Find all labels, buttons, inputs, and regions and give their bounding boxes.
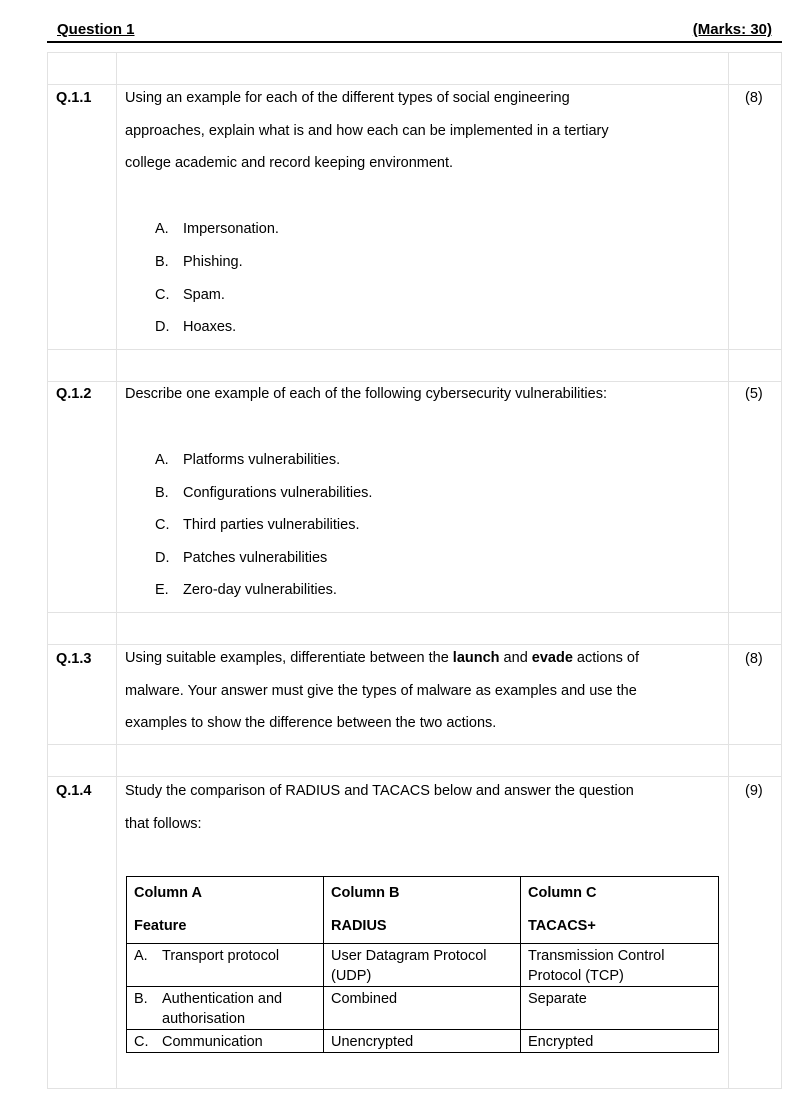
option-item [155,550,327,566]
table-row [127,944,719,987]
table-cell: Encrypted [521,1030,719,1053]
option-item [155,517,360,533]
text-line: Study the comparison of RADIUS and TACACS below and answer the question [125,783,634,799]
grid-line [47,612,782,613]
table-cell: User Datagram Protocol (UDP) [324,944,521,987]
table-header-cell [521,877,719,944]
question-marks: (9) [745,783,763,799]
question-number: Q.1.4 [56,783,92,799]
option-item [155,287,225,303]
option-text: Patches vulnerabilities [183,550,328,566]
option-item [155,582,337,598]
grid-line [728,52,729,1088]
row-letter: C. [134,1034,149,1050]
grid-line [47,1088,782,1089]
option-text: Platforms vulnerabilities. [183,452,341,468]
option-letter: B. [155,485,169,501]
option-letter: A. [155,452,169,468]
option-letter: A. [155,221,169,237]
column-label: Column A [134,885,202,901]
question-number: Q.1.2 [56,386,92,402]
question-text [125,775,715,840]
table-cell: Separate [521,987,719,1030]
question-text [125,82,715,180]
option-text: Zero-day vulnerabilities. [183,582,337,598]
grid-line [781,52,782,1088]
option-item [155,254,243,270]
text-line: Describe one example of each of the following cybersecurity vulnerabilities: [125,386,607,402]
grid-line [47,52,782,53]
table-cell: Transmission Control Protocol (TCP) [521,944,719,987]
grid-line [47,349,782,350]
option-text: Third parties vulnerabilities. [183,517,360,533]
text-line: college academic and record keeping environment. [125,155,454,171]
table-cell [127,944,324,987]
grid-line [47,52,48,1088]
question-marks: (5) [745,386,763,402]
table-header-cell [127,877,324,944]
option-letter: C. [155,287,170,303]
table-header-row [127,877,719,944]
option-text: Phishing. [183,254,243,270]
feature-text: Communication [162,1034,263,1050]
table-row [127,987,719,1030]
option-letter: E. [155,582,169,598]
question-marks: (8) [745,90,763,106]
option-letter: D. [155,319,170,335]
text-segment: Using suitable examples, differentiate between the [125,650,453,666]
table-header-cell [324,877,521,944]
option-text: Spam. [183,287,225,303]
text-line: approaches, explain what is and how each can be implemented in a tertiary [125,122,609,139]
bold-term-launch: launch [452,650,500,666]
option-item [155,485,372,501]
table-cell: Combined [324,987,521,1030]
column-title: RADIUS [331,918,387,934]
question-marks: (8) [745,651,763,667]
question-number: Q.1.3 [56,651,92,667]
column-title: TACACS+ [528,918,596,934]
text-line: malware. Your answer must give the types of malware as examples and use the [125,682,637,699]
question-total-marks: (Marks: 30) [692,21,772,38]
option-text: Hoaxes. [183,319,237,335]
option-item [155,319,236,335]
table-cell: Unencrypted [324,1030,521,1053]
table-cell [127,987,324,1030]
question-title: Question 1 [57,21,135,38]
table-row [127,1030,719,1053]
option-item [155,452,340,468]
option-letter: B. [155,254,169,270]
text-segment: actions of [572,650,639,666]
question-text [125,642,715,740]
text-line: Using an example for each of the different types of social engineering [125,90,570,106]
feature-text: Transport protocol [162,948,280,964]
text-line: that follows: [125,815,202,832]
bold-term-evade: evade [531,650,573,666]
comparison-table [126,876,719,1053]
question-number: Q.1.1 [56,90,92,106]
column-label: Column B [331,885,400,901]
feature-text: Authentication and authorisation [162,991,283,1027]
table-cell [127,1030,324,1053]
column-label: Column C [528,885,597,901]
column-title: Feature [134,918,187,934]
grid-line [116,52,117,1088]
question-header [47,17,782,43]
text-line [125,642,715,675]
grid-line [47,744,782,745]
option-text: Configurations vulnerabilities. [183,485,373,501]
text-segment: and [499,650,532,666]
option-letter: C. [155,517,170,533]
option-letter: D. [155,550,170,566]
text-line: examples to show the difference between the two actions. [125,715,497,731]
option-item [155,221,279,237]
question-text [125,378,715,411]
row-letter: B. [134,991,148,1007]
option-text: Impersonation. [183,221,279,237]
row-letter: A. [134,948,148,964]
